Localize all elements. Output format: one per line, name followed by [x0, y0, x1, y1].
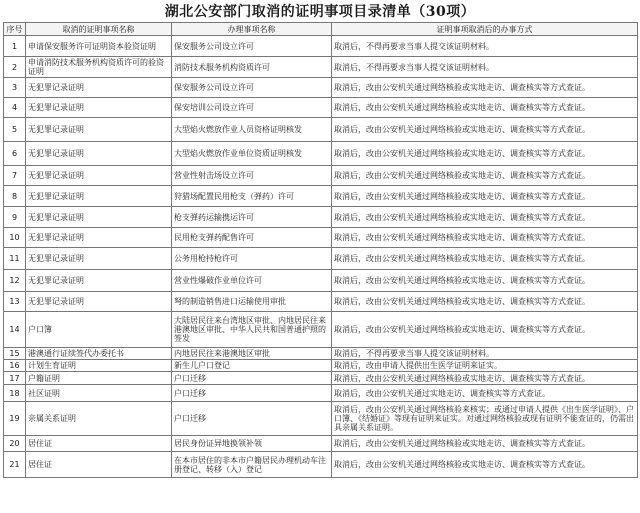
table-row [4, 402, 638, 436]
certificate-name: 亲属关系证明 [26, 402, 172, 436]
table-row [4, 312, 638, 348]
row-number: 8 [4, 186, 26, 207]
matter-name: 户口迁移 [172, 372, 332, 385]
matter-name: 在本市居住的非本市户籍居民办理机动车注册登记、转移（入）登记 [172, 452, 332, 478]
table-header-row [4, 23, 638, 36]
table-row [4, 36, 638, 57]
certificate-name: 申请保安服务许可证明资本验资证明 [26, 36, 172, 57]
handling-method: 取消后，改由公安机关通过网络核验或实地走访、调查核实等方式查证。 [332, 270, 638, 292]
column-header-no: 序号 [4, 23, 26, 36]
table-row [4, 385, 638, 402]
matter-name: 狩猎场配置民用枪支（弹药）许可 [172, 186, 332, 207]
handling-method: 取消后，改由公安机关通过网络核验或实地走访、调查核实等方式查证。 [332, 372, 638, 385]
certificate-name: 无犯罪记录证明 [26, 78, 172, 98]
row-number: 21 [4, 452, 26, 478]
certificate-name: 港澳通行证续签代办委托书 [26, 348, 172, 360]
row-number: 18 [4, 385, 26, 402]
handling-method: 取消后，改由公安机关通过网络核验或实地走访、调查核实等方式查证。 [332, 118, 638, 142]
table-row [4, 348, 638, 360]
table-row [4, 452, 638, 478]
matter-name: 营业性射击场设立许可 [172, 166, 332, 186]
row-number: 20 [4, 436, 26, 452]
handling-method: 取消后，改由公安机关通过网络核验或实地走访、调查核实等方式查证。 [332, 452, 638, 478]
table-row [4, 292, 638, 312]
row-number: 2 [4, 57, 26, 78]
certificate-name: 户口簿 [26, 312, 172, 348]
certificate-name: 无犯罪记录证明 [26, 98, 172, 118]
matter-name: 民用枪支弹药配售许可 [172, 228, 332, 248]
handling-method: 取消后，不得再要求当事人提交该证明材料。 [332, 57, 638, 78]
row-number: 11 [4, 248, 26, 270]
row-number: 6 [4, 142, 26, 166]
matter-name: 大型焰火燃放作业人员资格证明核发 [172, 118, 332, 142]
table-row [4, 207, 638, 228]
matter-name: 新生儿户口登记 [172, 360, 332, 372]
table-row [4, 360, 638, 372]
matter-name: 公务用枪持枪许可 [172, 248, 332, 270]
matter-name: 户口迁移 [172, 385, 332, 402]
handling-method: 取消后，改由公安机关通过网络核验或实地走访、调查核实等方式查证。 [332, 98, 638, 118]
certificate-name: 无犯罪记录证明 [26, 228, 172, 248]
table-row [4, 228, 638, 248]
certificate-list-table [3, 22, 638, 478]
table-row [4, 248, 638, 270]
matter-name: 保安服务公司设立许可 [172, 78, 332, 98]
handling-method: 取消后，改由公安机关通过网络核验或实地走访、调查核实等方式查证。 [332, 228, 638, 248]
certificate-name: 无犯罪记录证明 [26, 142, 172, 166]
table-row [4, 186, 638, 207]
table-row [4, 98, 638, 118]
table-row [4, 436, 638, 452]
document-title: 湖北公安部门取消的证明事项目录清单（30项） [164, 4, 476, 20]
matter-name: 营业性爆破作业单位许可 [172, 270, 332, 292]
certificate-name: 无犯罪记录证明 [26, 292, 172, 312]
certificate-name: 无犯罪记录证明 [26, 118, 172, 142]
matter-name: 弩的制造销售进口运输使用审批 [172, 292, 332, 312]
handling-method: 取消后，改由公安机关通过网络核验或实地走访、调查核实等方式查证。 [332, 292, 638, 312]
row-number: 17 [4, 372, 26, 385]
row-number: 13 [4, 292, 26, 312]
column-header-method: 证明事项取消后的办事方式 [332, 23, 638, 36]
row-number: 19 [4, 402, 26, 436]
handling-method: 取消后，改由公安机关通过网络核验或实地走访、调查核实等方式查证。 [332, 207, 638, 228]
certificate-name: 居住证 [26, 436, 172, 452]
row-number: 9 [4, 207, 26, 228]
table-row [4, 372, 638, 385]
row-number: 3 [4, 78, 26, 98]
handling-method: 取消后，改由公安机关通过网络核验或实地走访、调查核实等方式查证。 [332, 248, 638, 270]
handling-method: 取消后，不得再要求当事人提交该证明材料。 [332, 36, 638, 57]
certificate-name: 社区证明 [26, 385, 172, 402]
handling-method: 取消后，改由申请人提供出生医学证明来证实。 [332, 360, 638, 372]
handling-method: 取消后，改由公安机关通过网络核验或实地走访、调查核实等方式查证。 [332, 78, 638, 98]
handling-method: 取消后，改由公安机关通过网络核验或实地走访、调查核实等方式查证。 [332, 436, 638, 452]
row-number: 4 [4, 98, 26, 118]
table-row [4, 142, 638, 166]
handling-method: 取消后，改由公安机关通过网络核验或实地走访、调查核实等方式查证。 [332, 166, 638, 186]
certificate-name: 居住证 [26, 452, 172, 478]
certificate-name: 无犯罪记录证明 [26, 270, 172, 292]
certificate-name: 无犯罪记录证明 [26, 248, 172, 270]
matter-name: 大型焰火燃放作业单位资质证明核发 [172, 142, 332, 166]
row-number: 7 [4, 166, 26, 186]
row-number: 14 [4, 312, 26, 348]
matter-name: 保安培训公司设立许可 [172, 98, 332, 118]
row-number: 1 [4, 36, 26, 57]
column-header-matter: 办理事项名称 [172, 23, 332, 36]
matter-name: 内地居民往来港澳地区审批 [172, 348, 332, 360]
table-row [4, 270, 638, 292]
row-number: 12 [4, 270, 26, 292]
matter-name: 枪支弹药运输携运许可 [172, 207, 332, 228]
matter-name: 户口迁移 [172, 402, 332, 436]
certificate-name: 无犯罪记录证明 [26, 186, 172, 207]
row-number: 15 [4, 348, 26, 360]
certificate-name: 计划生育证明 [26, 360, 172, 372]
certificate-name: 无犯罪记录证明 [26, 166, 172, 186]
row-number: 16 [4, 360, 26, 372]
table-row [4, 57, 638, 78]
column-header-certificate: 取消的证明事项名称 [26, 23, 172, 36]
matter-name: 大陆居民往来台湾地区审批、内地居民往来港澳地区审批、中华人民共和国普通护照的签发 [172, 312, 332, 348]
row-number: 10 [4, 228, 26, 248]
row-number: 5 [4, 118, 26, 142]
certificate-name: 申请消防技术服务机构资质许可的验资证明 [26, 57, 172, 78]
table-row [4, 166, 638, 186]
table-row [4, 118, 638, 142]
handling-method: 取消后，不得再要求当事人提交该证明材料。 [332, 348, 638, 360]
table-body [4, 36, 638, 478]
matter-name: 消防技术服务机构资质许可 [172, 57, 332, 78]
matter-name: 保安服务公司设立许可 [172, 36, 332, 57]
handling-method: 取消后，改由公安机关通过网络核验或实地走访、调查核实等方式查证。 [332, 312, 638, 348]
certificate-name: 户籍证明 [26, 372, 172, 385]
matter-name: 居民身份证异地换领补领 [172, 436, 332, 452]
handling-method: 取消后，改由公安机关通过网络核验或实地走访、调查核实等方式查证。 [332, 186, 638, 207]
handling-method: 取消后，改由公安机关通过实地走访、调查核实等方式查证。 [332, 385, 638, 402]
table-row [4, 78, 638, 98]
handling-method: 取消后，改由公安机关通过网络核验或实地走访、调查核实等方式查证。 [332, 142, 638, 166]
handling-method: 取消后，改由公安机关通过网络核验来核实；或通过申请人提供《出生医学证明》、户口簿、《结婚证》等现有证明来证实。对通过网络核验或现有证明不能查证的，仍需出具亲属关系证明。 [332, 402, 638, 436]
certificate-name: 无犯罪记录证明 [26, 207, 172, 228]
